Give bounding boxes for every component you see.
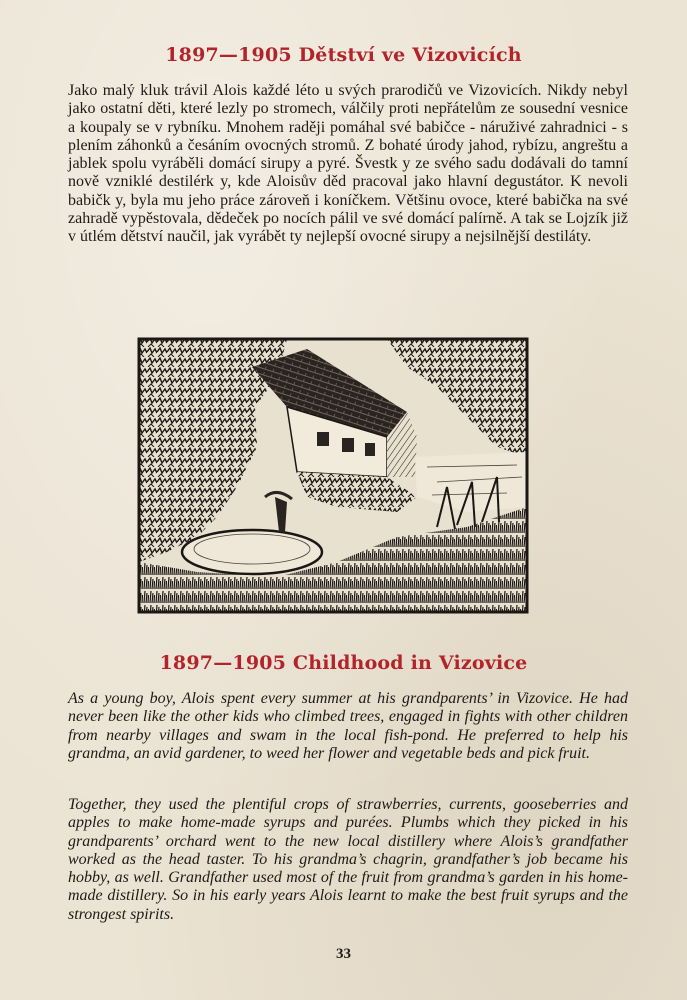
czech-paragraph: Jako malý kluk trávil Alois každé léto u svých prarodičů ve Vizovicích. Nikdy nebyl jako ostatní děti, které lezly po stromech, válčily proti nepřátelům ze sousední vesnice a koupaly se v rybníku. Mnohem raději pomáhal své babičce - náruživé zahradnici - s plením záhonků a česáním ovocných stromů. Z bohaté úrody jahod, rybízu, angreštu a jablek spolu vyráběli domácí sirupy a pyré. Švestk y ze svého sadu dodávali do tamní nově vzniklé destilérk y, kde Aloisův děd pracoval jako hlavní degustátor. K nevoli babičk y, byla mu jeho práce zároveň i koníčkem. Většinu ovoce, které babička na své zahradě vypěstovala, dědeček po nocích pálil ve své domácí palírně. A tak se Lojzík již v útlém dětství naučil, jak vyrábět ty nejlepší ovocné sirupy a nejsilnější destiláty. bbox=[68, 82, 628, 246]
house-garden-illustration bbox=[137, 337, 529, 614]
english-heading: 1897—1905 Childhood in Vizovice bbox=[159, 652, 528, 674]
english-paragraph-1: As a young boy, Alois spent every summer at his grandparents’ in Vizovice. He had never been like the other kids who climbed trees, engaged in fights with other children from nearby villages and swam in the local fish-pond. He preferred to help his grandma, an avid gardener, to weed her flower and vegetable beds and pick fruit. bbox=[68, 690, 628, 762]
page-number: 33 bbox=[336, 946, 351, 962]
english-paragraph-2: Together, they used the plentiful crops of strawberries, currents, gooseberries and apples to make home-made syrups and purées. Plumbs which they picked in his grandparents’ orchard went to the new local distillery where Alois’s grandfather worked as the head taster. To his grandma’s chagrin, grandfather’s job became his hobby, as well. Grandfather used most of the fruit from grandma’s garden in his home-made distillery. So in his early years Alois learnt to make the best fruit syrups and the strongest spirits. bbox=[68, 796, 628, 923]
czech-heading: 1897—1905 Dětství ve Vizovicích bbox=[165, 44, 522, 66]
